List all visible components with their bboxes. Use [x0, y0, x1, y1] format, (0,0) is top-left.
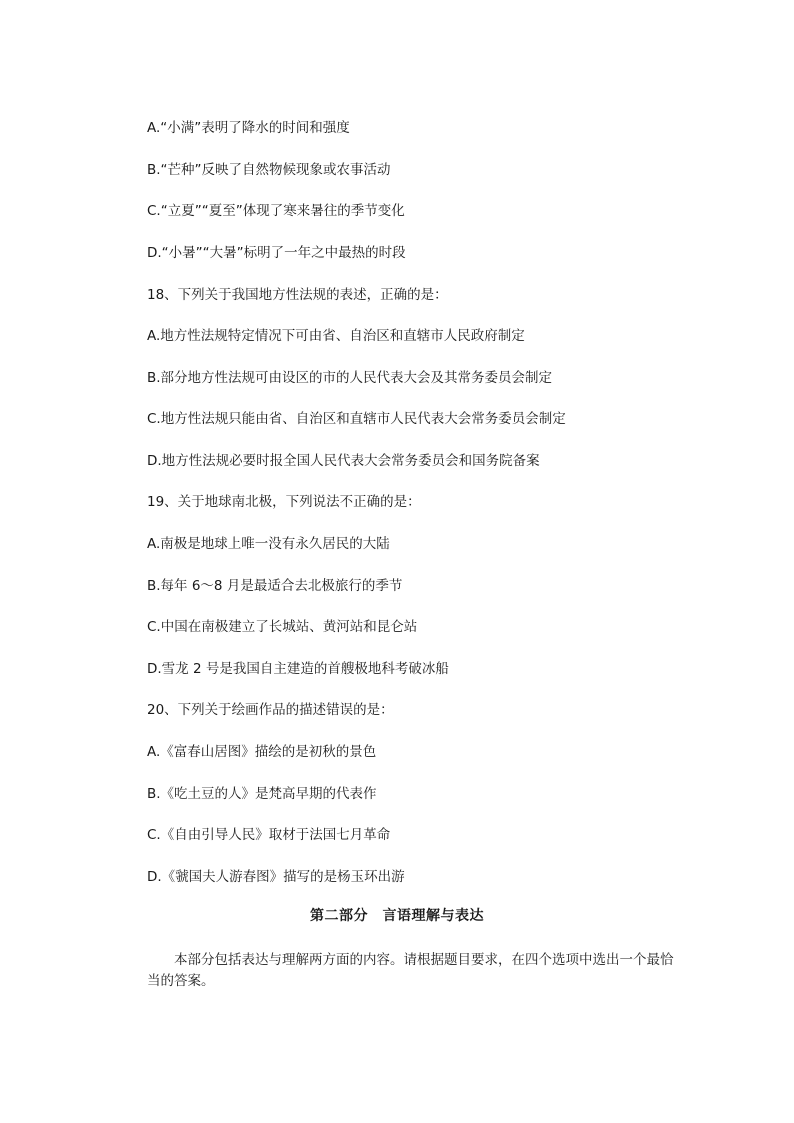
- option-20b: B.《吃土豆的人》是梵高早期的代表作: [147, 786, 377, 802]
- option-20c: C.《自由引导人民》取材于法国七月革命: [147, 827, 391, 843]
- option-17d: D.“小暑”“大暑”标明了一年之中最热的时段: [147, 245, 406, 261]
- option-17c: C.“立夏”“夏至”体现了寒来暑往的季节变化: [147, 203, 405, 219]
- section-title: 第二部分 言语理解与表达: [310, 908, 484, 924]
- option-18a: A.地方性法规特定情况下可由省、自治区和直辖市人民政府制定: [147, 328, 525, 344]
- question-19: 19、关于地球南北极，下列说法不正确的是：: [147, 494, 421, 510]
- option-19d: D.雪龙 2 号是我国自主建造的首艘极地科考破冰船: [147, 661, 449, 677]
- option-18b: B.部分地方性法规可由设区的市的人民代表大会及其常务委员会制定: [147, 370, 553, 386]
- section-intro: 本部分包括表达与理解两方面的内容。请根据题目要求，在四个选项中选出一个最恰当的答案。: [147, 952, 674, 989]
- question-18: 18、下列关于我国地方性法规的表述，正确的是：: [147, 287, 448, 303]
- option-19a: A.南极是地球上唯一没有永久居民的大陆: [147, 536, 390, 552]
- option-20a: A.《富春山居图》描绘的是初秋的景色: [147, 744, 377, 760]
- question-20: 20、下列关于绘画作品的描述错误的是：: [147, 702, 394, 718]
- option-18c: C.地方性法规只能由省、自治区和直辖市人民代表大会常务委员会制定: [147, 411, 566, 427]
- option-17b: B.“芒种”反映了自然物候现象或农事活动: [147, 162, 391, 178]
- option-19c: C.中国在南极建立了长城站、黄河站和昆仑站: [147, 619, 418, 635]
- option-18d: D.地方性法规必要时报全国人民代表大会常务委员会和国务院备案: [147, 453, 540, 469]
- option-20d: D.《虢国夫人游春图》描写的是杨玉环出游: [147, 869, 405, 885]
- option-19b: B.每年 6～8 月是最适合去北极旅行的季节: [147, 578, 403, 594]
- option-17a: A.“小满”表明了降水的时间和强度: [147, 120, 350, 136]
